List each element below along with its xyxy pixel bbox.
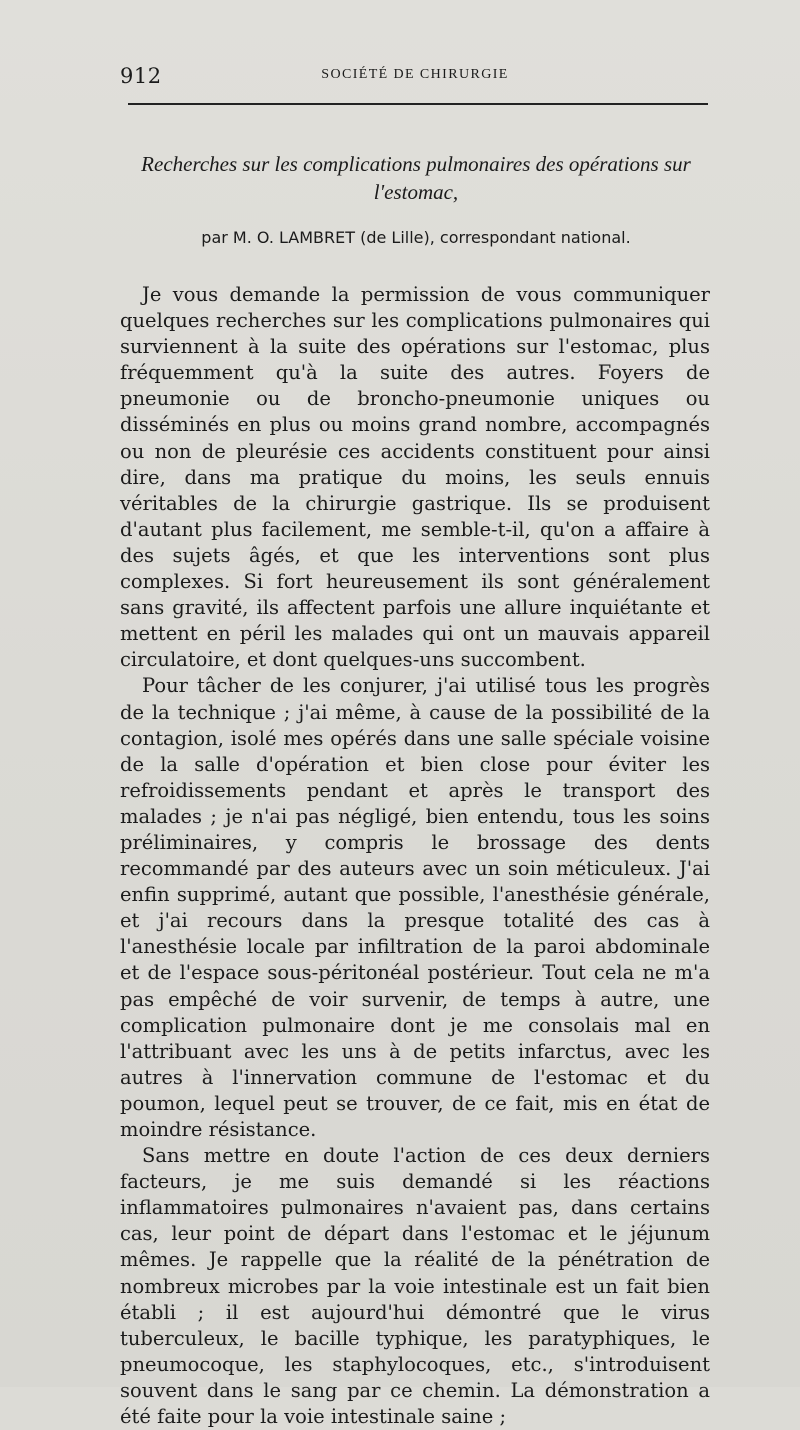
header-rule (128, 103, 708, 105)
paragraph-3: Sans mettre en doute l'action de ces deux derniers facteurs, je me suis demandé si les réactions inflammatoires pulmonaires n'avaient pas, dans certains cas, leur point de départ dans l'estomac et le jéjunum mêmes. Je rappelle que la réalité de la pénétration de nombreux microbes par la voie intestinale est un fait bien établi ; il est aujourd'hui démontré que le virus tuberculeux, le bacille typhique, les paratyphiques, le pneumocoque, les staphylocoques, etc., s'introduisent souvent dans le sang par ce chemin. La démonstration a été faite pour la voie intestinale saine ; (120, 1144, 710, 1429)
page-number: 912 (120, 64, 162, 88)
article-body (120, 282, 710, 1430)
running-head (120, 60, 710, 90)
paragraph-2: Pour tâcher de les conjurer, j'ai utilisé tous les progrès de la technique ; j'ai même, à cause de la possibilité de la contagion, isolé mes opérés dans une salle spéciale voisine de la salle d'opération et bien close pour éviter les refroidissements pendant et après le transport des malades ; je n'ai pas négligé, bien entendu, tous les soins préliminaires, y compris le brossage des dents recommandé par des auteurs avec un soin méticuleux. J'ai enfin supprimé, autant que possible, l'anesthésie générale, et j'ai recours dans la presque totalité des cas à l'anesthésie locale par infiltration de la paroi abdominale et de l'espace sous-péritonéal postérieur. Tout cela ne m'a pas empêché de voir survenir, de temps à autre, une complication pulmonaire dont je me consolais mal en l'attribuant avec les uns à de petits infarctus, avec les autres à l'innervation commune de l'estomac et du poumon, lequel peut se trouver, de ce fait, mis en état de moindre résistance. (120, 674, 710, 1141)
article-byline: par M. O. LAMBRET (de Lille), correspondant national. (201, 228, 631, 247)
article-title: Recherches sur les complications pulmonaires des opérations sur l'estomac, (141, 152, 691, 204)
journal-title: SOCIÉTÉ DE CHIRURGIE (321, 67, 509, 82)
paragraph-1: Je vous demande la permission de vous communiquer quelques recherches sur les complications pulmonaires qui surviennent à la suite des opérations sur l'estomac, plus fréquemment qu'à la suite des autres. Foyers de pneumonie ou de broncho-pneumonie uniques ou disséminés en plus ou moins grand nombre, accompagnés ou non de pleurésie ces accidents constituent pour ainsi dire, dans ma pratique du moins, les seuls ennuis véritables de la chirurgie gastrique. Ils se produisent d'autant plus facilement, me semble-t-il, qu'on a affaire à des sujets âgés, et que les interventions sont plus complexes. Si fort heureusement ils sont généralement sans gravité, ils affectent parfois une allure inquiétante et mettent en péril les malades qui ont un mauvais appareil circulatoire, et dont quelques-uns succombent. (120, 283, 710, 672)
